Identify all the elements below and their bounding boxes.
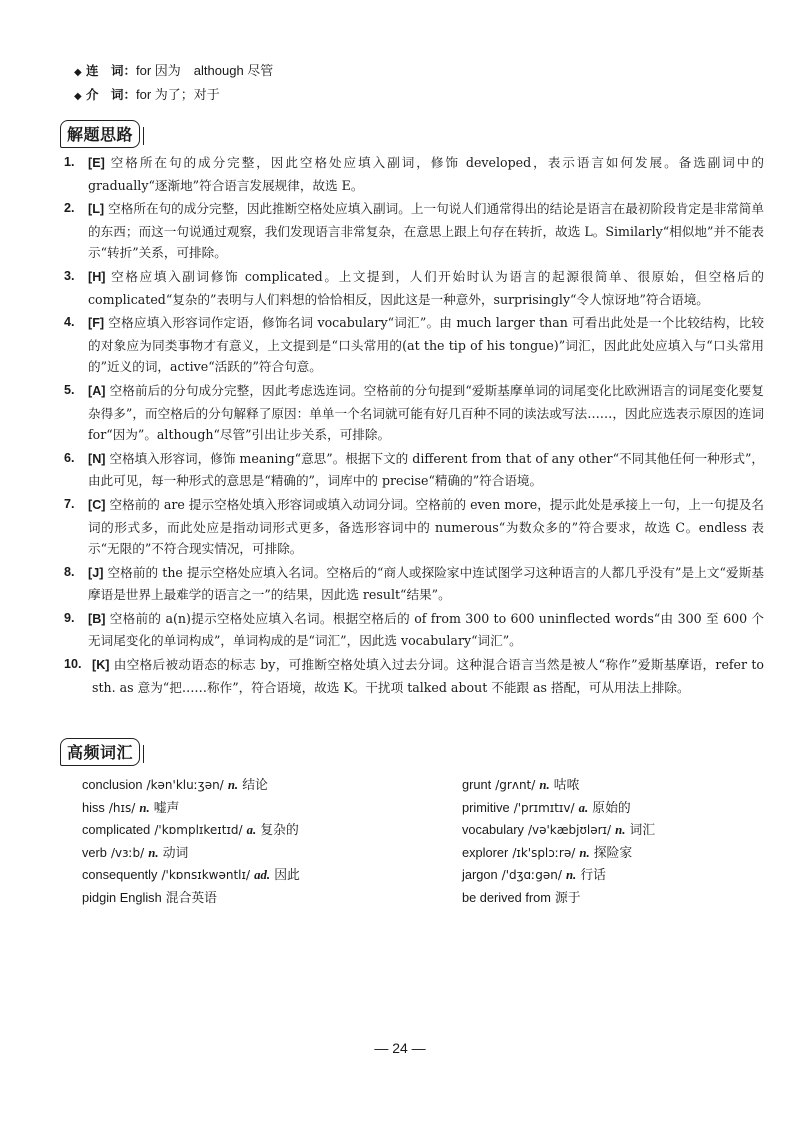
answer-item — [64, 152, 764, 196]
answer-key: [H] — [88, 269, 106, 284]
vocab-word: pidgin English — [82, 889, 162, 905]
vocab-pos: ad. — [254, 868, 271, 882]
pos-label: 介 词： — [86, 87, 137, 102]
pos-text: for 为了；对于 — [136, 87, 220, 102]
answer-item — [64, 448, 764, 492]
answer-key: [C] — [88, 497, 106, 512]
answer-explanation: 空格所在句的成分完整，因此空格处应填入副词，修饰 developed，表示语言如何发展。备选副词中的 gradually“逐渐地”符合语言发展规律，故选 E。 — [88, 155, 764, 193]
answer-key: [N] — [88, 451, 106, 466]
answer-item — [64, 266, 764, 310]
answer-explanation: 空格前的 the 提示空格处应填入名词。空格后的“商人或探险家中连试图学习这种语言的人都几乎没有”是上文“爱斯基摩语是世界上最难学的语言之一”的结果，因此选 result“结果”。 — [88, 564, 764, 603]
vocab-pos: a. — [578, 800, 589, 815]
answer-number: 7. — [64, 496, 75, 511]
vocab-meaning: 咕哝 — [553, 778, 580, 793]
part-of-speech-list — [74, 60, 273, 108]
vocab-pos: n. — [565, 868, 577, 882]
answer-key: [A] — [88, 383, 106, 398]
vocab-meaning: 混合英语 — [165, 890, 217, 906]
vocab-entry — [82, 887, 442, 910]
answer-key: [B] — [88, 611, 106, 626]
vocab-meaning: 探险家 — [593, 845, 633, 861]
answer-number: 6. — [64, 450, 75, 465]
vocab-pos: n. — [539, 778, 550, 792]
vocab-meaning: 行话 — [580, 868, 606, 883]
vocab-meaning: 因此 — [274, 868, 300, 883]
vocab-word: grunt — [462, 777, 492, 792]
answer-explanation: 空格前后的分句成分完整，因此考虑选连词。空格前的分句提到“爱斯基摩单词的词尾变化比欧洲语言的词尾变化要复杂得多”，而空格后的分句解释了原因：单单一个名词就可能有好几百种不同的读法或写法……，因此应选表示原因的连词 for“因为”。although“尽管”引出让步关系，可排除。 — [88, 382, 764, 443]
vocab-word: jargon — [462, 867, 498, 882]
vocab-entry — [82, 864, 442, 887]
vocab-pos: n. — [615, 823, 626, 837]
pos-row — [74, 60, 273, 84]
answer-number: 8. — [64, 564, 75, 579]
vocab-column-right — [462, 774, 782, 909]
vocab-phonetic: /grʌnt/ — [495, 778, 536, 792]
answer-key: [L] — [88, 202, 105, 217]
vocab-word: primitive — [462, 799, 510, 815]
vocab-phonetic: /vɜːb/ — [110, 845, 145, 860]
vocab-phonetic: /'kɒmplɪkeɪtɪd/ — [154, 823, 243, 837]
diamond-bullet-icon: ◆ — [74, 91, 82, 102]
vocab-pos: n. — [139, 800, 150, 815]
vocab-meaning: 结论 — [242, 778, 268, 793]
vocab-phonetic: /'prɪmɪtɪv/ — [513, 800, 575, 815]
answer-key: [E] — [88, 156, 105, 170]
answer-item — [64, 608, 764, 652]
answer-number: 2. — [64, 201, 75, 216]
section-heading-analysis: 解题思路 — [60, 120, 140, 148]
vocab-phonetic: /ɪk'splɔːrə/ — [512, 845, 576, 860]
vocab-entry — [462, 842, 782, 865]
vocab-entry — [462, 887, 782, 910]
answer-explanation: 由空格后被动语态的标志 by，可推断空格处填入过去分词。这种混合语言当然是被人“称作”爱斯基摩语，refer to sth. as 意为“把……称作”，符合语境，故选 K。干扰项 talked about 不能跟 as 搭配，可从用法上排除。 — [92, 657, 764, 695]
answer-number: 4. — [64, 315, 75, 330]
answer-number: 9. — [64, 610, 75, 625]
vocab-pos: a. — [246, 823, 257, 837]
answer-explanation: 空格应填入形容词作定语，修饰名词 vocabulary“词汇”。由 much larger than 可看出此处是一个比较结构，比较的对象应为同类事物才有意义，上文提到是“口头常用的(at the tip of his tongue)”词汇，因此此处应填入与“口头常用的”近义的词，active“活跃的”符合句意。 — [88, 315, 764, 375]
answer-explanation: 空格所在句的成分完整，因此推断空格处应填入副词。上一句说人们通常得出的结论是语言在最初阶段肯定是非常简单的东西；而这一句说通过观察，我们发现语言非常复杂，在意思上跟上句存在转折，故选 L。Similarly“相似地”并不能表示“转折”关系，可排除。 — [88, 201, 764, 261]
pos-row — [74, 84, 273, 108]
vocab-phonetic: /'kɒnsɪkwəntlɪ/ — [161, 868, 251, 882]
vocab-entry — [82, 774, 442, 797]
vocab-word: consequently — [82, 867, 158, 882]
answer-explanation: 空格前的 a(n)提示空格处应填入名词。根据空格后的 of from 300 to 600 uninflected words“由 300 至 600 个无词尾变化的单词构成”，单词构成的是“词汇”，因此选 vocabulary“词汇”。 — [88, 610, 764, 649]
vocab-entry — [462, 774, 782, 797]
section-heading-vocabulary: 高频词汇 — [60, 738, 140, 766]
answer-number: 1. — [64, 155, 75, 169]
vocab-word: verb — [82, 844, 107, 860]
vocab-entry — [462, 797, 782, 820]
answer-item — [64, 654, 764, 698]
vocab-entry — [462, 864, 782, 887]
vocab-word: explorer — [462, 844, 509, 860]
vocab-word: hiss — [82, 799, 105, 815]
vocab-phonetic: /'dʒɑːgən/ — [501, 868, 562, 882]
vocab-word: complicated — [82, 822, 151, 837]
page-number: — 24 — — [374, 1040, 426, 1056]
answer-explanation: 空格前的 are 提示空格处填入形容词或填入动词分词。空格前的 even more，提示此处是承接上一句，上一句提及名词的形式多，而此处应是指动词形式更多，备选形容词中的 numerous“为数众多的”符合要求，故选 C。endless 表示“无限的”不符合现实情况，可排除。 — [88, 496, 764, 557]
answer-key: [F] — [88, 316, 105, 331]
answer-key: [J] — [88, 565, 104, 580]
answer-key: [K] — [92, 658, 110, 673]
vocab-entry — [82, 797, 442, 820]
answer-item — [64, 312, 764, 378]
vocab-phonetic: /və'kæbjʊlərɪ/ — [527, 823, 612, 837]
vocab-entry — [462, 819, 782, 842]
vocab-meaning: 动词 — [162, 845, 189, 861]
answer-number: 10. — [64, 657, 82, 672]
vocab-word: conclusion — [82, 777, 143, 792]
vocab-meaning: 词汇 — [629, 823, 656, 838]
answer-number: 5. — [64, 382, 75, 397]
vocab-meaning: 原始的 — [592, 800, 631, 816]
vocab-meaning: 嘘声 — [153, 800, 180, 816]
answer-number: 3. — [64, 268, 75, 283]
diamond-bullet-icon: ◆ — [74, 67, 82, 78]
vocab-meaning: 复杂的 — [260, 823, 299, 838]
vocab-entry — [82, 819, 442, 842]
vocab-phonetic: /hɪs/ — [108, 800, 136, 815]
answer-item — [64, 198, 764, 264]
pos-text: for 因为 although 尽管 — [136, 63, 274, 78]
answer-item — [64, 562, 764, 606]
answer-explanation: 空格填入形容词，修饰 meaning“意思”。根据下文的 different from that of any other“不同其他任何一种形式”，由此可见，每一种形式的意思是“精确的”，词库中的 precise“精确的”符合语境。 — [88, 450, 764, 489]
answer-list — [64, 152, 764, 700]
vocab-word: be derived from — [462, 889, 551, 905]
vocab-pos: n. — [227, 778, 239, 792]
answer-item — [64, 380, 764, 446]
answer-item — [64, 494, 764, 560]
vocab-pos: n. — [579, 845, 590, 860]
vocab-meaning: 源于 — [555, 890, 581, 906]
pos-label: 连 词： — [86, 63, 137, 78]
vocab-pos: n. — [148, 845, 159, 860]
answer-explanation: 空格应填入副词修饰 complicated。上文提到，人们开始时认为语言的起源很简单、很原始，但空格后的 complicated“复杂的”表明与人们料想的恰恰相反，因此这是一种意外，surprisingly“令人惊讶地”符合语境。 — [88, 268, 764, 307]
vocab-word: vocabulary — [462, 822, 524, 837]
vocab-phonetic: /kən'kluːʒən/ — [146, 778, 224, 792]
vocab-column-left — [82, 774, 442, 909]
vocab-entry — [82, 842, 442, 865]
